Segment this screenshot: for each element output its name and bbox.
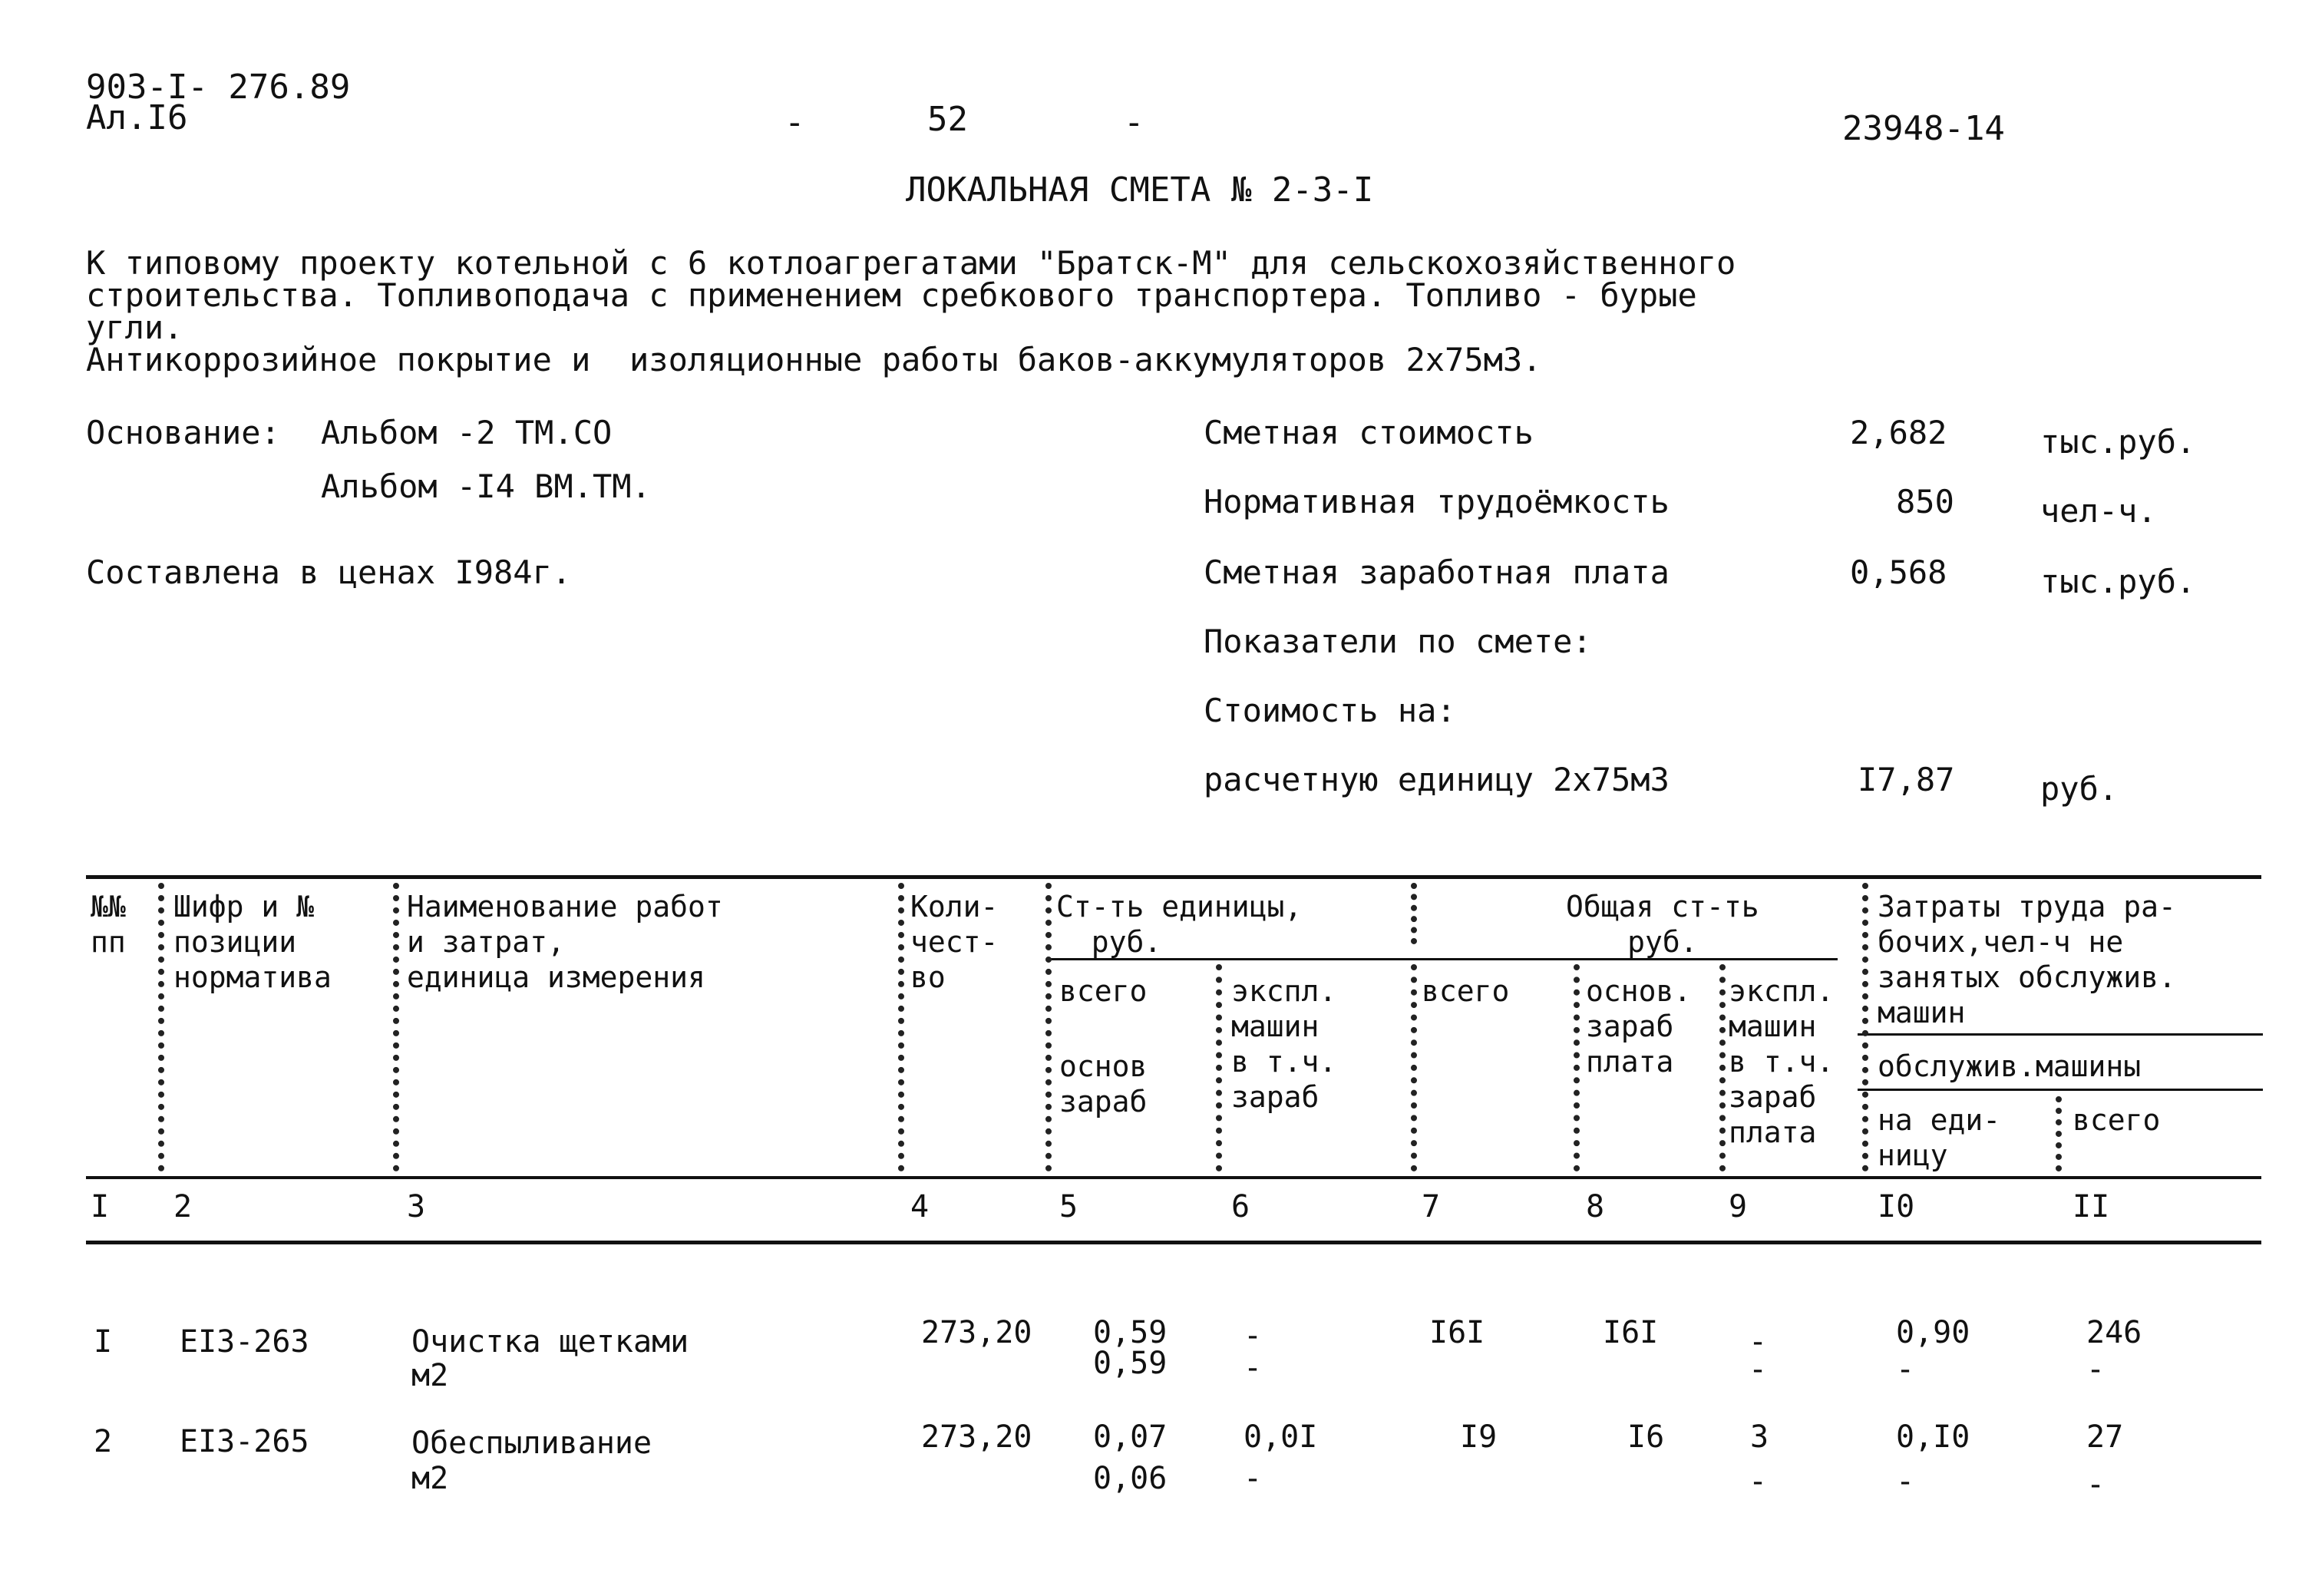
page-dash-left: -: [784, 103, 805, 142]
archive-number: 23948-14: [1842, 109, 2005, 148]
table-top-rule: [86, 875, 2261, 879]
header-unit-machine: экспл. машин в т.ч. зараб: [1231, 974, 1337, 1114]
row-quantity: 273,20: [921, 1419, 1032, 1455]
row-work-name: Очистка щетками: [411, 1324, 689, 1360]
summary-value-cost: 2,682: [1850, 414, 1947, 451]
column-number: 4: [910, 1189, 930, 1224]
header-machine-service: обслужив.машины: [1878, 1049, 2142, 1083]
summary-unit-labor: чел-ч.: [2040, 492, 2157, 530]
header-work-name: Наименование работ и затрат, единица измерения: [407, 890, 723, 994]
column-number: I: [91, 1189, 110, 1224]
description-line-3: угли.: [86, 309, 183, 346]
row-service-per-unit: -: [1896, 1464, 1915, 1499]
row-labor-per-unit: 0,90: [1896, 1315, 1970, 1350]
column-separator: [1411, 883, 1417, 944]
row-unit-machine-salary: -: [1244, 1461, 1263, 1496]
header-unit-base-salary: основ зараб: [1059, 1049, 1148, 1119]
column-number: I0: [1878, 1189, 1915, 1224]
header-row-number: №№ пп: [91, 890, 126, 959]
column-number: 9: [1729, 1189, 1748, 1224]
column-number: 5: [1059, 1189, 1078, 1224]
row-quantity: 273,20: [921, 1315, 1032, 1350]
summary-unit-cost: тыс.руб.: [2040, 423, 2196, 461]
summary-value-labor: 850: [1896, 483, 1954, 520]
document-title: ЛОКАЛЬНАЯ СМЕТА № 2-3-I: [906, 170, 1374, 210]
row-labor-total: 246: [2086, 1315, 2142, 1350]
row-unit-total: 0,07: [1093, 1419, 1168, 1455]
row-unit-machine: -: [1244, 1318, 1263, 1353]
row-unit: м2: [411, 1358, 449, 1393]
row-labor-per-unit: 0,I0: [1896, 1419, 1970, 1455]
page-dash-right: -: [1124, 103, 1144, 142]
row-total-all: I9: [1460, 1419, 1498, 1455]
row-total-machine-salary: -: [1749, 1464, 1768, 1499]
column-number: 6: [1231, 1189, 1250, 1224]
column-separator: [1216, 964, 1222, 1171]
row-number: 2: [94, 1424, 113, 1459]
row-number: I: [94, 1324, 113, 1360]
header-total-cost: Общая ст-ть руб.: [1566, 890, 1759, 959]
header-quantity: Коли- чест- во: [910, 890, 999, 994]
column-separator: [1862, 883, 1868, 1171]
column-number: 2: [173, 1189, 193, 1224]
column-separator: [898, 883, 904, 1171]
basis-album-1: Альбом -2 ТМ.СО: [321, 414, 613, 451]
summary-label-labor: Нормативная трудоёмкость: [1204, 483, 1670, 520]
row-total-machine: 3: [1750, 1419, 1769, 1455]
header-unit-cost: Ст-ть единицы, руб.: [1056, 890, 1303, 959]
column-separator: [1719, 964, 1726, 1171]
row-labor-total: 27: [2086, 1419, 2124, 1455]
basis-label: Основание:: [86, 414, 280, 451]
summary-unit-unit-cost: руб.: [2040, 770, 2119, 808]
summary-label-unit-cost: расчетную единицу 2х75м3: [1204, 761, 1670, 798]
row-total-all: I6I: [1429, 1315, 1485, 1350]
column-separator: [1411, 964, 1417, 1171]
row-service-per-unit: -: [1896, 1352, 1915, 1387]
album-number: Ал.I6: [86, 98, 188, 137]
summary-label-salary: Сметная заработная плата: [1204, 553, 1670, 591]
header-labor-costs: Затраты труда ра- бочих,чел-ч не занятых обслужив. машин: [1878, 890, 2176, 1029]
document-code: 903-I- 276.89: [86, 68, 351, 107]
header-unit-total: всего: [1059, 974, 1148, 1008]
column-separator: [2056, 1096, 2062, 1171]
price-basis: Составлена в ценах I984г.: [86, 553, 572, 591]
summary-value-salary: 0,568: [1850, 553, 1947, 591]
header-norm-code: Шифр и № позиции норматива: [173, 890, 332, 994]
column-separator: [1574, 964, 1580, 1171]
table-subheader-rule-10-11-a: [1858, 1033, 2263, 1036]
column-separator: [1045, 883, 1052, 1171]
row-total-base-salary: I6: [1627, 1419, 1665, 1455]
row-unit-base-salary: 0,59: [1093, 1346, 1168, 1381]
basis-album-2: Альбом -I4 ВМ.ТМ.: [321, 468, 651, 505]
column-separator: [393, 883, 399, 1171]
row-total-machine-salary: -: [1749, 1352, 1768, 1387]
description-line-4: Антикоррозийное покрытие и изоляционные работы баков-аккумуляторов 2х75м3.: [86, 341, 1542, 378]
header-total-all: всего: [1422, 974, 1510, 1008]
column-separator: [158, 883, 164, 1171]
header-total-machine: экспл. машин в т.ч. зараб плата: [1729, 974, 1835, 1149]
description-line-1: К типовому проекту котельной с 6 котлоагрегатами "Братск-М" для сельскохозяйственного: [86, 244, 1736, 282]
column-number: 3: [407, 1189, 426, 1224]
column-number: 8: [1586, 1189, 1605, 1224]
row-norm-code: EI3-265: [180, 1424, 309, 1459]
description-line-2: строительства. Топливоподача с применением сребкового транспортера. Топливо - бурые: [86, 276, 1697, 314]
column-number: 7: [1422, 1189, 1441, 1224]
row-unit-machine: 0,0I: [1244, 1419, 1318, 1455]
row-norm-code: EI3-263: [180, 1324, 309, 1360]
row-unit-machine-salary: -: [1244, 1350, 1263, 1386]
header-labor-total: всего: [2073, 1103, 2161, 1137]
summary-value-unit-cost: I7,87: [1858, 761, 1955, 798]
table-header-bottom-rule: [86, 1176, 2261, 1179]
summary-indicators-label: Показатели по смете:: [1204, 623, 1592, 660]
row-total-machine: -: [1749, 1324, 1768, 1360]
row-unit-base-salary: 0,06: [1093, 1461, 1168, 1496]
summary-label-cost: Сметная стоимость: [1204, 414, 1534, 451]
table-column-numbers-rule: [86, 1241, 2261, 1244]
row-total-base-salary: I6I: [1603, 1315, 1659, 1350]
row-service-total: -: [2086, 1467, 2106, 1502]
table-subheader-rule-10-11-b: [1858, 1089, 2263, 1091]
summary-unit-salary: тыс.руб.: [2040, 563, 2196, 600]
page-number: 52: [927, 100, 968, 139]
row-service-total: -: [2086, 1352, 2106, 1387]
column-number: II: [2073, 1189, 2110, 1224]
header-labor-per-unit: на еди- ницу: [1878, 1103, 2001, 1172]
row-work-name: Обеспыливание: [411, 1426, 652, 1461]
row-unit-total: 0,59: [1093, 1315, 1168, 1350]
row-unit: м2: [411, 1461, 449, 1496]
summary-cost-per-label: Стоимость на:: [1204, 692, 1456, 729]
header-total-base-salary: основ. зараб плата: [1586, 974, 1692, 1079]
